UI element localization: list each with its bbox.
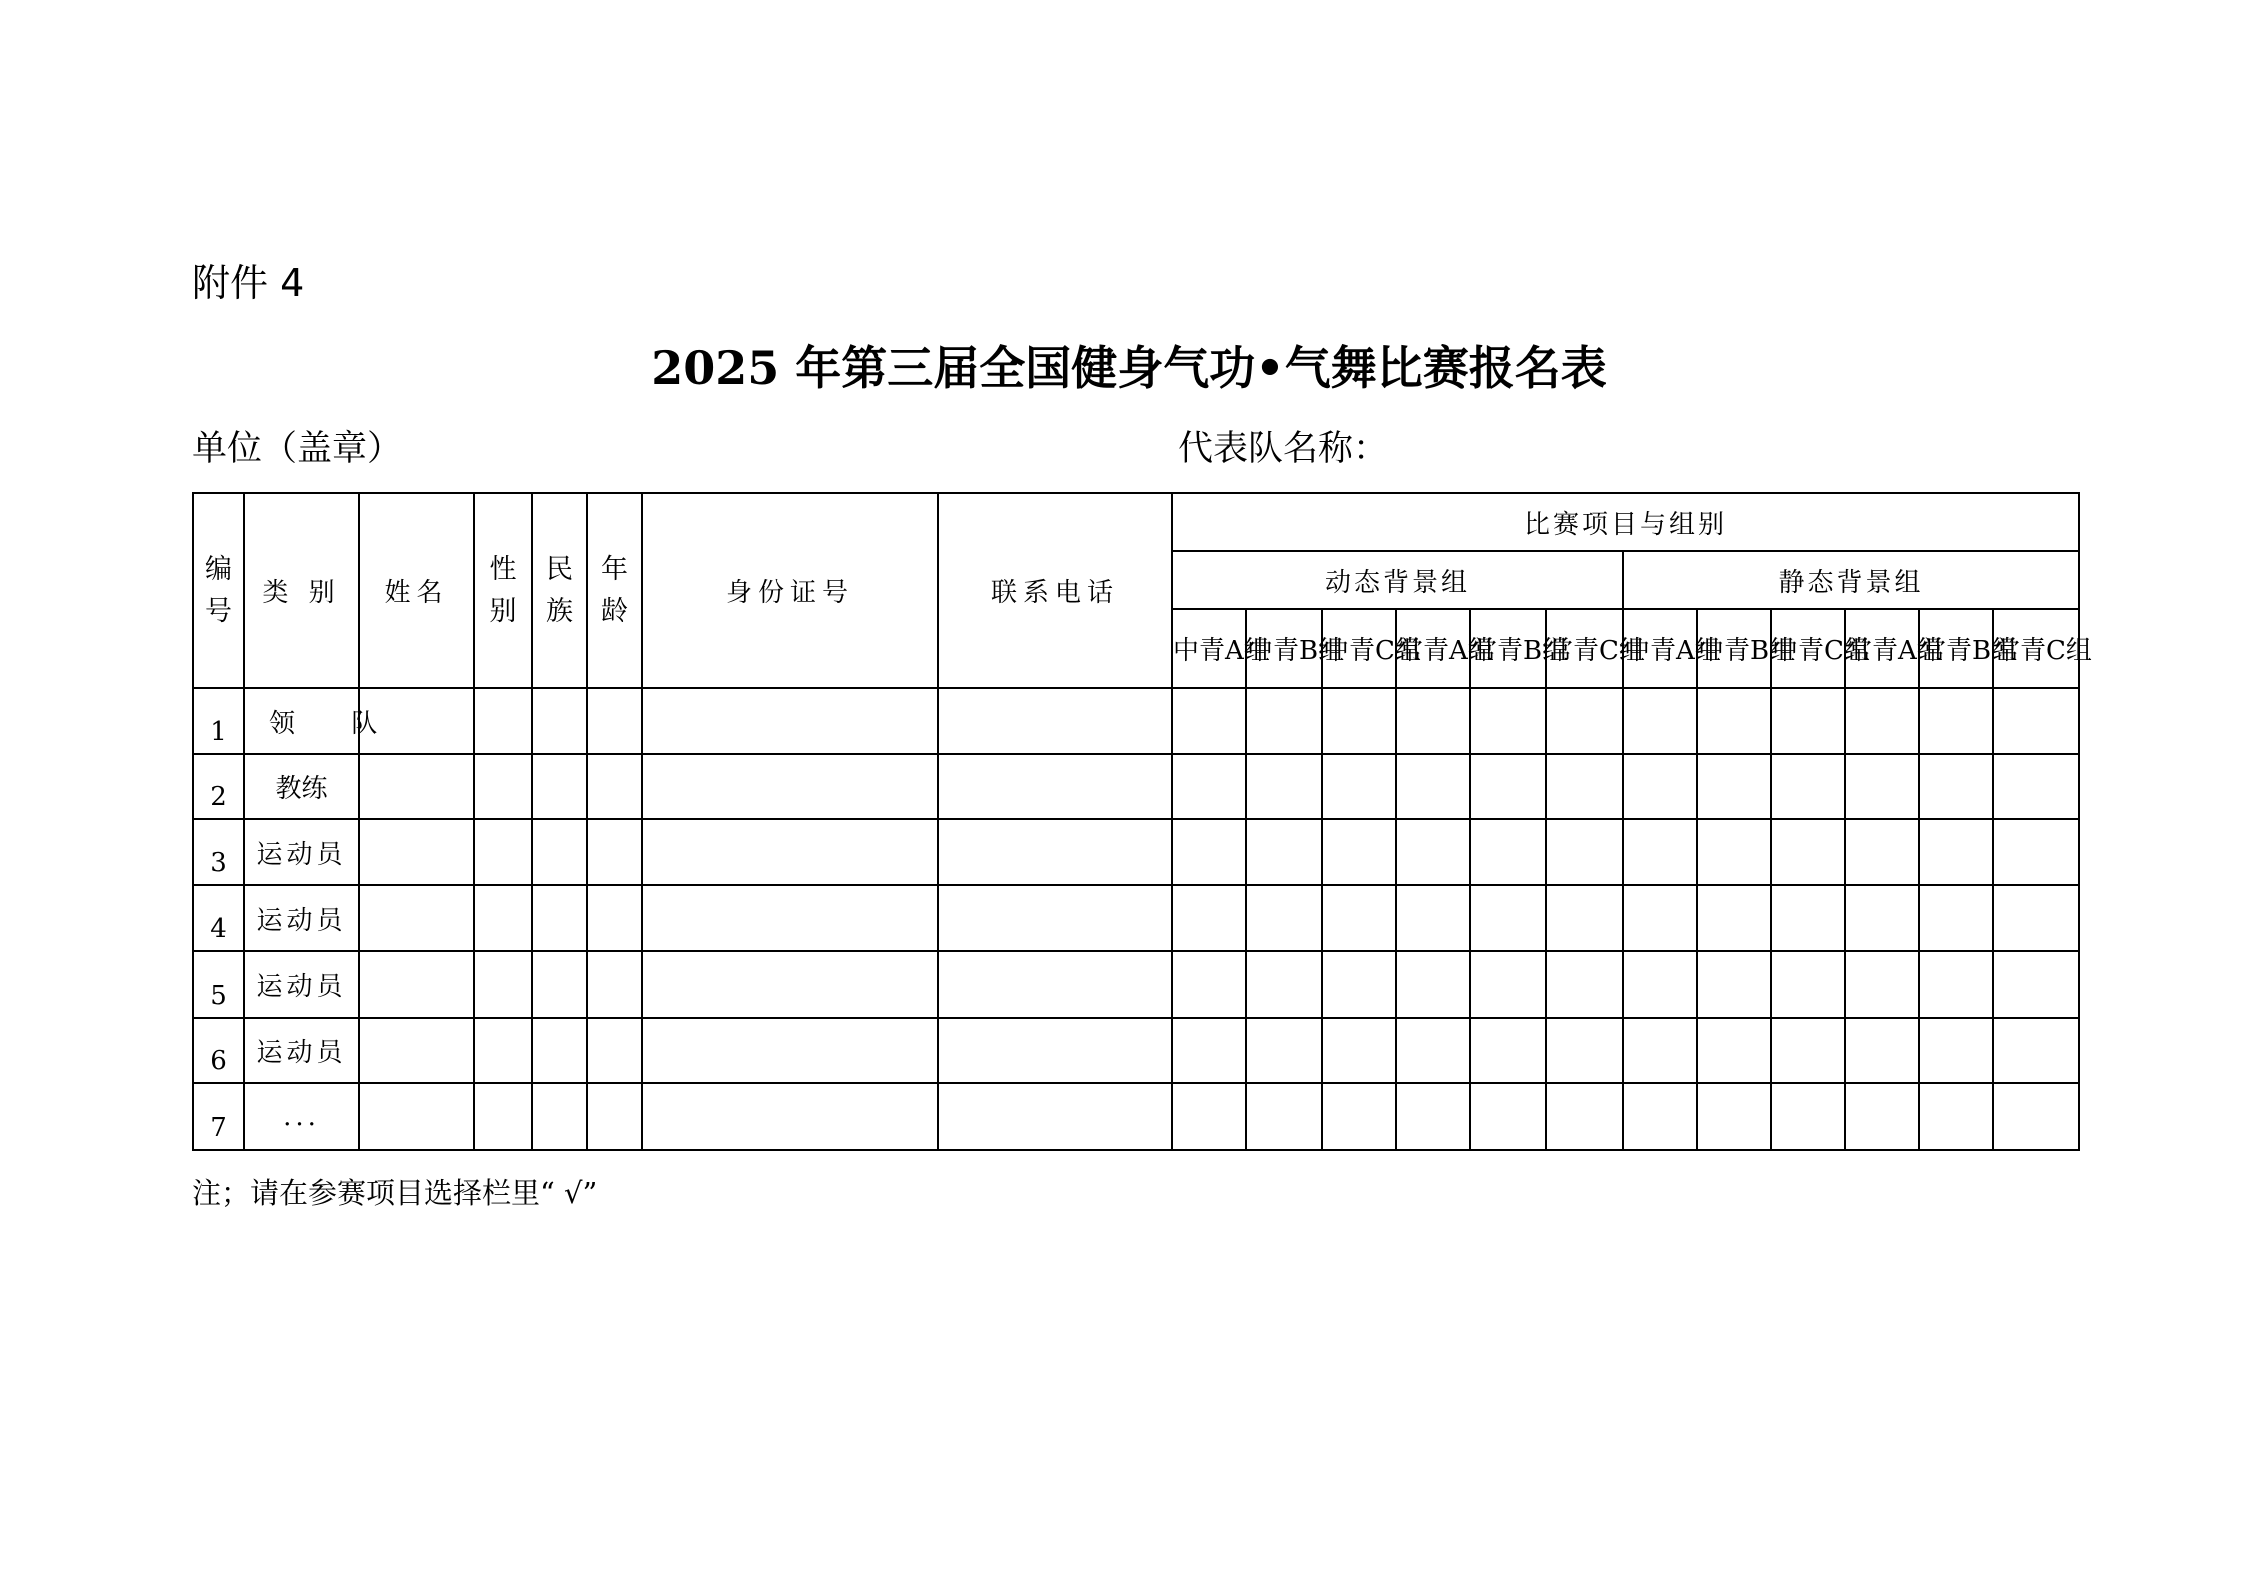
event-selection-cell[interactable] <box>1470 1083 1546 1150</box>
row-number: 3 <box>193 819 244 885</box>
team-name-label: 代表队名称： <box>1178 429 1389 469</box>
event-selection-cell[interactable] <box>1322 688 1396 754</box>
event-selection-cell[interactable] <box>1623 951 1697 1018</box>
event-selection-cell[interactable] <box>1246 754 1322 819</box>
id-number-cell[interactable] <box>642 1018 938 1083</box>
table-row <box>193 1018 2079 1083</box>
event-selection-cell[interactable] <box>1623 754 1697 819</box>
row-category: ... <box>244 1083 359 1150</box>
event-selection-cell[interactable] <box>1546 951 1623 1018</box>
header-number: 编号 <box>193 493 244 688</box>
subgroup-dynamic-zq-c: 中青C组 <box>1322 609 1396 688</box>
event-selection-cell[interactable] <box>1697 754 1771 819</box>
id-number-cell[interactable] <box>642 819 938 885</box>
event-selection-cell[interactable] <box>1396 1018 1470 1083</box>
event-selection-cell[interactable] <box>1246 1083 1322 1150</box>
name-cell[interactable] <box>359 819 474 885</box>
row-category: 领 队 <box>244 688 359 754</box>
event-selection-cell[interactable] <box>1919 819 1993 885</box>
event-selection-cell[interactable] <box>1546 1083 1623 1150</box>
event-selection-cell[interactable] <box>1546 688 1623 754</box>
event-selection-cell[interactable] <box>1172 1018 1246 1083</box>
row-number: 1 <box>193 688 244 754</box>
subgroup-static-cq-a: 常青A组 <box>1845 609 1919 688</box>
event-selection-cell[interactable] <box>1919 754 1993 819</box>
event-selection-cell[interactable] <box>1697 1083 1771 1150</box>
event-selection-cell[interactable] <box>1396 1083 1470 1150</box>
event-selection-cell[interactable] <box>1993 885 2079 951</box>
ethnicity-cell[interactable] <box>532 1018 587 1083</box>
row-number: 4 <box>193 885 244 951</box>
event-selection-cell[interactable] <box>1919 885 1993 951</box>
header-gender: 性别 <box>474 493 532 688</box>
age-cell[interactable] <box>587 819 642 885</box>
phone-cell[interactable] <box>938 819 1172 885</box>
subgroup-dynamic-zq-b: 中青B组 <box>1246 609 1322 688</box>
subgroup-static-zq-a: 中青A组 <box>1623 609 1697 688</box>
name-cell[interactable] <box>359 754 474 819</box>
phone-cell[interactable] <box>938 1018 1172 1083</box>
subgroup-dynamic-cq-b: 常青B组 <box>1470 609 1546 688</box>
event-selection-cell[interactable] <box>1396 885 1470 951</box>
event-selection-cell[interactable] <box>1845 951 1919 1018</box>
subgroup-static-zq-b: 中青B组 <box>1697 609 1771 688</box>
event-selection-cell[interactable] <box>1993 819 2079 885</box>
gender-cell[interactable] <box>474 688 532 754</box>
age-cell[interactable] <box>587 1083 642 1150</box>
ethnicity-cell[interactable] <box>532 885 587 951</box>
row-number: 6 <box>193 1018 244 1083</box>
ethnicity-cell[interactable] <box>532 688 587 754</box>
event-selection-cell[interactable] <box>1396 688 1470 754</box>
event-selection-cell[interactable] <box>1322 951 1396 1018</box>
header-events: 比赛项目与组别 <box>1172 493 2079 551</box>
event-selection-cell[interactable] <box>1322 885 1396 951</box>
gender-cell[interactable] <box>474 754 532 819</box>
registration-table <box>192 492 2092 1151</box>
event-selection-cell[interactable] <box>1470 951 1546 1018</box>
event-selection-cell[interactable] <box>1771 885 1845 951</box>
event-selection-cell[interactable] <box>1771 1018 1845 1083</box>
event-selection-cell[interactable] <box>1246 885 1322 951</box>
event-selection-cell[interactable] <box>1546 819 1623 885</box>
subgroup-static-cq-b: 常青B组 <box>1919 609 1993 688</box>
phone-cell[interactable] <box>938 885 1172 951</box>
event-selection-cell[interactable] <box>1623 688 1697 754</box>
event-selection-cell[interactable] <box>1771 1083 1845 1150</box>
event-selection-cell[interactable] <box>1396 754 1470 819</box>
row-category: 运动员 <box>244 819 359 885</box>
gender-cell[interactable] <box>474 1083 532 1150</box>
event-selection-cell[interactable] <box>1993 951 2079 1018</box>
event-selection-cell[interactable] <box>1470 819 1546 885</box>
row-number: 7 <box>193 1083 244 1150</box>
event-selection-cell[interactable] <box>1919 1018 1993 1083</box>
event-selection-cell[interactable] <box>1546 1018 1623 1083</box>
event-selection-cell[interactable] <box>1993 1083 2079 1150</box>
event-selection-cell[interactable] <box>1845 1083 1919 1150</box>
age-cell[interactable] <box>587 885 642 951</box>
age-cell[interactable] <box>587 1018 642 1083</box>
event-selection-cell[interactable] <box>1993 754 2079 819</box>
event-selection-cell[interactable] <box>1246 819 1322 885</box>
header-static-group: 静态背景组 <box>1623 551 2079 609</box>
event-selection-cell[interactable] <box>1993 1018 2079 1083</box>
name-cell[interactable] <box>359 1083 474 1150</box>
event-selection-cell[interactable] <box>1697 885 1771 951</box>
event-selection-cell[interactable] <box>1470 1018 1546 1083</box>
table-row <box>193 951 2079 1018</box>
age-cell[interactable] <box>587 951 642 1018</box>
gender-cell[interactable] <box>474 951 532 1018</box>
event-selection-cell[interactable] <box>1470 885 1546 951</box>
event-selection-cell[interactable] <box>1919 688 1993 754</box>
ethnicity-cell[interactable] <box>532 1083 587 1150</box>
event-selection-cell[interactable] <box>1246 1018 1322 1083</box>
event-selection-cell[interactable] <box>1623 819 1697 885</box>
ethnicity-cell[interactable] <box>532 951 587 1018</box>
event-selection-cell[interactable] <box>1546 885 1623 951</box>
table-row <box>193 885 2079 951</box>
ethnicity-cell[interactable] <box>532 819 587 885</box>
event-selection-cell[interactable] <box>1322 1018 1396 1083</box>
event-selection-cell[interactable] <box>1919 951 1993 1018</box>
id-number-cell[interactable] <box>642 885 938 951</box>
event-selection-cell[interactable] <box>1623 1083 1697 1150</box>
event-selection-cell[interactable] <box>1845 885 1919 951</box>
event-selection-cell[interactable] <box>1623 1018 1697 1083</box>
table-body <box>193 688 2079 1150</box>
event-selection-cell[interactable] <box>1470 688 1546 754</box>
event-selection-cell[interactable] <box>1322 754 1396 819</box>
name-cell[interactable] <box>359 885 474 951</box>
table-row <box>193 819 2079 885</box>
event-selection-cell[interactable] <box>1172 885 1246 951</box>
table-row <box>193 1083 2079 1150</box>
id-number-cell[interactable] <box>642 754 938 819</box>
id-number-cell[interactable] <box>642 1083 938 1150</box>
event-selection-cell[interactable] <box>1246 688 1322 754</box>
event-selection-cell[interactable] <box>1771 819 1845 885</box>
header-id-number: 身份证号 <box>642 493 938 688</box>
subgroup-static-cq-c: 常青C组 <box>1993 609 2079 688</box>
event-selection-cell[interactable] <box>1172 951 1246 1018</box>
table-row <box>193 754 2079 819</box>
name-cell[interactable] <box>359 1018 474 1083</box>
row-category: 运动员 <box>244 951 359 1018</box>
id-number-cell[interactable] <box>642 688 938 754</box>
event-selection-cell[interactable] <box>1623 885 1697 951</box>
table-row <box>193 688 2079 754</box>
row-category: 运动员 <box>244 885 359 951</box>
row-number: 2 <box>193 754 244 819</box>
gender-cell[interactable] <box>474 885 532 951</box>
event-selection-cell[interactable] <box>1546 754 1623 819</box>
subgroup-dynamic-zq-a: 中青A组 <box>1172 609 1246 688</box>
phone-cell[interactable] <box>938 1083 1172 1150</box>
header-phone: 联系电话 <box>938 493 1172 688</box>
event-selection-cell[interactable] <box>1172 1083 1246 1150</box>
id-number-cell[interactable] <box>642 951 938 1018</box>
event-selection-cell[interactable] <box>1845 688 1919 754</box>
form-title: 2025 年第三届全国健身气功•气舞比赛报名表 <box>651 341 1607 395</box>
event-selection-cell[interactable] <box>1771 754 1845 819</box>
event-selection-cell[interactable] <box>1172 819 1246 885</box>
row-number: 5 <box>193 951 244 1018</box>
event-selection-cell[interactable] <box>1993 688 2079 754</box>
event-selection-cell[interactable] <box>1845 754 1919 819</box>
event-selection-cell[interactable] <box>1845 1018 1919 1083</box>
subgroup-dynamic-cq-a: 常青A组 <box>1396 609 1470 688</box>
phone-cell[interactable] <box>938 688 1172 754</box>
header-dynamic-group: 动态背景组 <box>1172 551 1623 609</box>
row-category: 教练 <box>244 754 359 819</box>
subgroup-dynamic-cq-c: 常青C组 <box>1546 609 1623 688</box>
event-selection-cell[interactable] <box>1322 819 1396 885</box>
header-ethnicity: 民族 <box>532 493 587 688</box>
unit-seal-label: 单位（盖章） <box>192 429 403 469</box>
subgroup-static-zq-c: 中青C组 <box>1771 609 1845 688</box>
event-selection-cell[interactable] <box>1470 754 1546 819</box>
event-selection-cell[interactable] <box>1322 1083 1396 1150</box>
row-category: 运动员 <box>244 1018 359 1083</box>
event-selection-cell[interactable] <box>1697 688 1771 754</box>
event-selection-cell[interactable] <box>1919 1083 1993 1150</box>
age-cell[interactable] <box>587 754 642 819</box>
event-selection-cell[interactable] <box>1697 1018 1771 1083</box>
event-selection-cell[interactable] <box>1172 688 1246 754</box>
phone-cell[interactable] <box>938 754 1172 819</box>
header-name: 姓名 <box>359 493 474 688</box>
ethnicity-cell[interactable] <box>532 754 587 819</box>
footnote: 注；请在参赛项目选择栏里“ √” <box>192 1176 598 1210</box>
event-selection-cell[interactable] <box>1845 819 1919 885</box>
age-cell[interactable] <box>587 688 642 754</box>
event-selection-cell[interactable] <box>1396 951 1470 1018</box>
event-selection-cell[interactable] <box>1771 951 1845 1018</box>
phone-cell[interactable] <box>938 951 1172 1018</box>
gender-cell[interactable] <box>474 819 532 885</box>
header-category: 类 别 <box>244 493 359 688</box>
name-cell[interactable] <box>359 951 474 1018</box>
event-selection-cell[interactable] <box>1697 951 1771 1018</box>
event-selection-cell[interactable] <box>1771 688 1845 754</box>
event-selection-cell[interactable] <box>1172 754 1246 819</box>
event-selection-cell[interactable] <box>1246 951 1322 1018</box>
header-age: 年龄 <box>587 493 642 688</box>
gender-cell[interactable] <box>474 1018 532 1083</box>
annex-label: 附件 4 <box>192 261 305 305</box>
event-selection-cell[interactable] <box>1697 819 1771 885</box>
event-selection-cell[interactable] <box>1396 819 1470 885</box>
